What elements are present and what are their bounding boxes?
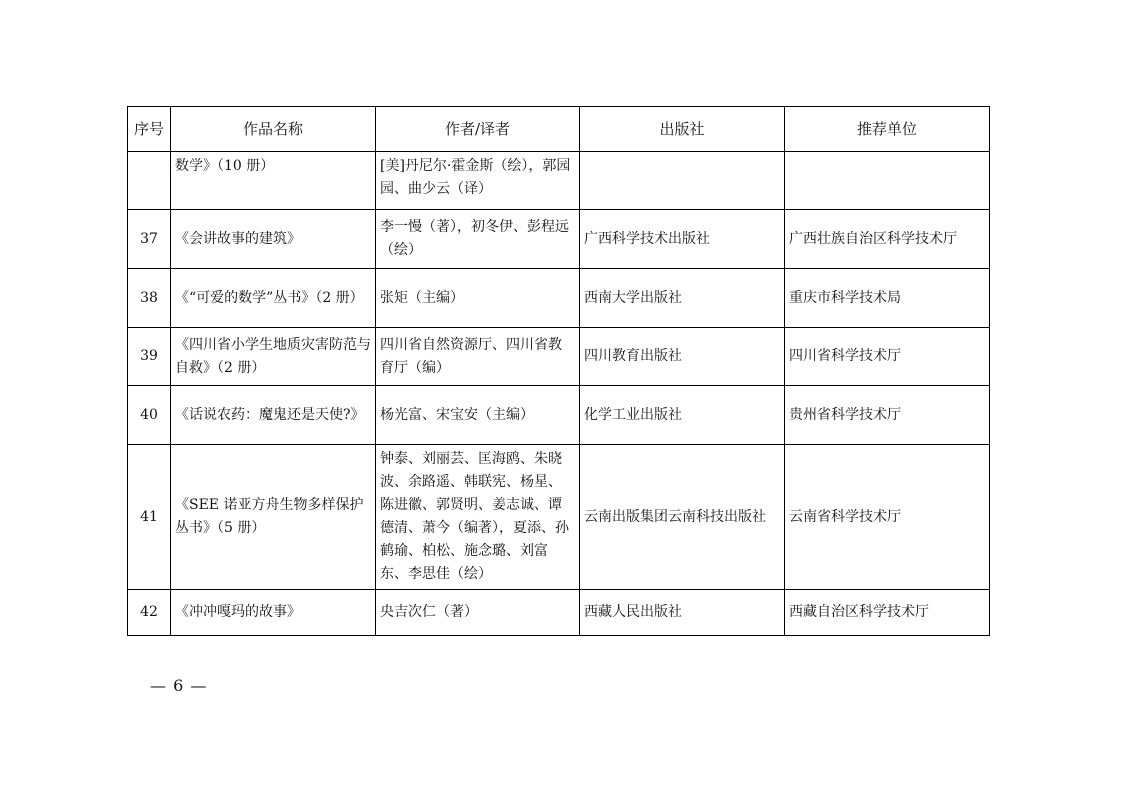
cell-title: 《冲冲嘎玛的故事》 bbox=[171, 590, 376, 636]
table-row bbox=[128, 210, 990, 269]
recommendation-table bbox=[127, 106, 990, 636]
cell-author: [美]丹尼尔·霍金斯（绘），郭园园、曲少云（译） bbox=[376, 152, 580, 210]
table-header-row bbox=[128, 107, 990, 152]
cell-author: 四川省自然资源厅、四川省教育厅（编） bbox=[376, 328, 580, 386]
cell-title: 《“可爱的数学”丛书》（2 册） bbox=[171, 269, 376, 328]
cell-no: 38 bbox=[128, 269, 171, 328]
cell-unit: 重庆市科学技术局 bbox=[785, 269, 990, 328]
table-row bbox=[128, 152, 990, 210]
cell-title: 《四川省小学生地质灾害防范与自救》（2 册） bbox=[171, 328, 376, 386]
cell-no bbox=[128, 152, 171, 210]
cell-publisher: 西南大学出版社 bbox=[580, 269, 785, 328]
cell-publisher: 西藏人民出版社 bbox=[580, 590, 785, 636]
cell-no: 40 bbox=[128, 386, 171, 445]
cell-no: 42 bbox=[128, 590, 171, 636]
cell-author: 钟泰、刘丽芸、匡海鸥、朱晓波、余路遥、韩联宪、杨星、陈进徽、郭贤明、姜志诚、谭德清、萧今（编著），夏添、孙鹤瑜、柏松、施念璐、刘富东、李思佳（绘） bbox=[376, 445, 580, 590]
table-row bbox=[128, 269, 990, 328]
page-number: — 6 — bbox=[150, 676, 208, 695]
cell-publisher bbox=[580, 152, 785, 210]
table-row bbox=[128, 590, 990, 636]
cell-no: 37 bbox=[128, 210, 171, 269]
cell-title: 《话说农药：魔鬼还是天使?》 bbox=[171, 386, 376, 445]
header-author: 作者/译者 bbox=[376, 107, 580, 152]
table-row bbox=[128, 386, 990, 445]
cell-unit bbox=[785, 152, 990, 210]
cell-title: 《会讲故事的建筑》 bbox=[171, 210, 376, 269]
cell-publisher: 云南出版集团云南科技出版社 bbox=[580, 445, 785, 590]
cell-title: 数学》（10 册） bbox=[171, 152, 376, 210]
cell-title: 《SEE 诺亚方舟生物多样保护丛书》（5 册） bbox=[171, 445, 376, 590]
cell-unit: 西藏自治区科学技术厅 bbox=[785, 590, 990, 636]
cell-no: 39 bbox=[128, 328, 171, 386]
header-publisher: 出版社 bbox=[580, 107, 785, 152]
cell-publisher: 四川教育出版社 bbox=[580, 328, 785, 386]
cell-author: 张矩（主编） bbox=[376, 269, 580, 328]
cell-publisher: 化学工业出版社 bbox=[580, 386, 785, 445]
cell-no: 41 bbox=[128, 445, 171, 590]
cell-author: 杨光富、宋宝安（主编） bbox=[376, 386, 580, 445]
header-title: 作品名称 bbox=[171, 107, 376, 152]
header-unit: 推荐单位 bbox=[785, 107, 990, 152]
cell-publisher: 广西科学技术出版社 bbox=[580, 210, 785, 269]
cell-unit: 云南省科学技术厅 bbox=[785, 445, 990, 590]
table-row bbox=[128, 328, 990, 386]
table-row bbox=[128, 445, 990, 590]
cell-unit: 四川省科学技术厅 bbox=[785, 328, 990, 386]
cell-author: 央吉次仁（著） bbox=[376, 590, 580, 636]
cell-unit: 贵州省科学技术厅 bbox=[785, 386, 990, 445]
header-no: 序号 bbox=[128, 107, 171, 152]
cell-author: 李一慢（著），初冬伊、彭程远（绘） bbox=[376, 210, 580, 269]
cell-unit: 广西壮族自治区科学技术厅 bbox=[785, 210, 990, 269]
